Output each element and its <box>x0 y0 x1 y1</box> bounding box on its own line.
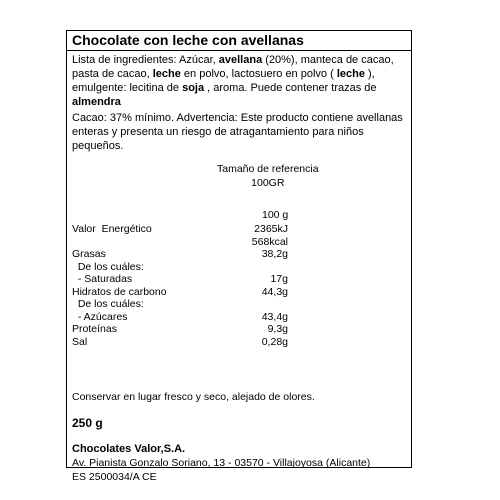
storage-instructions: Conservar en lugar fresco y seco, alejado de olores. <box>72 391 315 403</box>
ingredient-text: (20%), manteca de cacao, pasta de cacao, <box>72 54 394 80</box>
product-title: Chocolate con leche con avellanas <box>72 32 304 48</box>
nutrient-value: 568kcal <box>251 235 288 248</box>
ingredient-text: , aroma. Puede contener trazas de <box>204 82 377 94</box>
reference-size-value: 100GR <box>251 177 285 189</box>
nutrient-value: 44,3g <box>261 285 288 298</box>
nutrient-name: De los cuáles: <box>72 260 144 273</box>
nutrient-name: Sal <box>72 335 88 348</box>
reference-size <box>217 162 319 190</box>
per-100g-header: 100 g <box>262 209 289 221</box>
nutrient-value: 38,2g <box>261 248 288 260</box>
allergen-highlight: soja <box>182 82 205 94</box>
ingredients-list <box>72 53 406 109</box>
ingredient-text: en polvo, lactosuero en polvo ( <box>180 68 337 80</box>
allergen-highlight: leche <box>152 68 181 80</box>
allergen-highlight: leche <box>336 68 365 80</box>
nutrition-label <box>66 30 412 483</box>
nutrient-value: 17g <box>270 273 288 285</box>
nutrient-name: De los cuáles: <box>72 298 144 310</box>
nutrient-name: Valor Energético <box>72 223 152 235</box>
nutrient-name: - Azúcares <box>72 310 128 323</box>
allergen-highlight: almendra <box>72 96 121 108</box>
nutrient-value: 9,3g <box>267 323 288 335</box>
nutrient-name: Proteínas <box>72 323 117 335</box>
nutrient-name: Grasas <box>72 248 106 260</box>
allergen-warning: Cacao: 37% mínimo. Advertencia: Este producto contiene avellanas enteras y presenta un riesgo de atragantamiento para niños pequeños. <box>72 112 403 152</box>
ingredient-text: Lista de ingredientes: Azúcar, <box>72 54 219 66</box>
company-address: Av. Pianista Gonzalo Soriano, 13 - 03570 - Villajoyosa (Alicante) <box>72 457 371 469</box>
nutrient-value: 0,28g <box>261 335 288 348</box>
company-name: Chocolates Valor,S.A. <box>72 443 186 455</box>
registry-code: ES 2500034/A CE <box>72 471 157 483</box>
allergen-highlight: avellana <box>218 54 263 66</box>
nutrient-name: Hidratos de carbono <box>72 285 167 298</box>
reference-size-label: Tamaño de referencia <box>217 163 319 175</box>
ingredient-text: ), emulgente: lecitina de <box>72 68 375 94</box>
nutrient-value: 43,4g <box>261 310 288 323</box>
nutrient-value: 2365kJ <box>254 223 288 235</box>
title-divider <box>67 50 411 51</box>
nutrient-name: - Saturadas <box>72 273 133 285</box>
net-weight: 250 g <box>72 416 103 430</box>
